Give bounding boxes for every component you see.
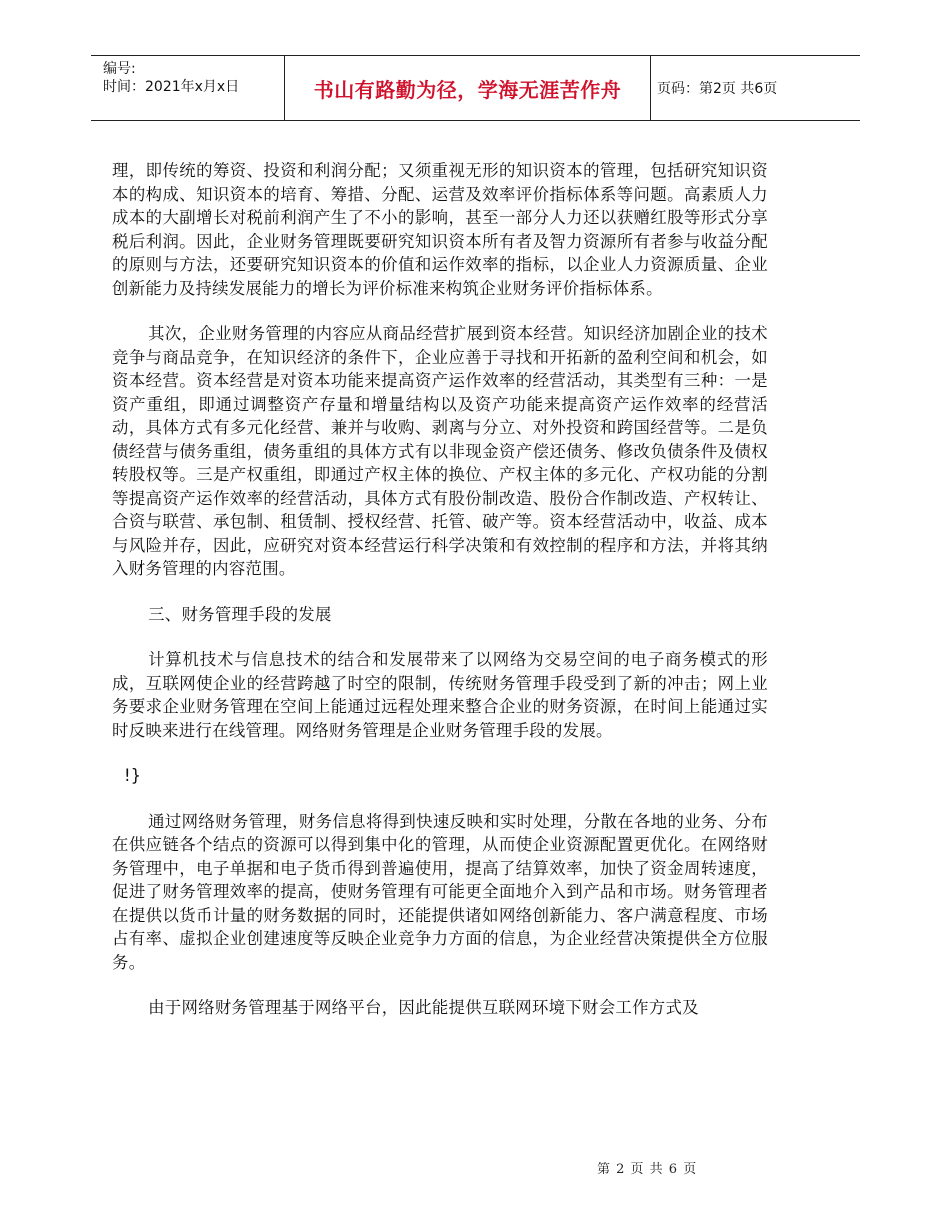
- page-footer: 第 2 页 共 6 页: [597, 1162, 698, 1177]
- stray-mark: !}: [124, 766, 141, 785]
- header-motto: 书山有路勤为径，学海无涯苦作舟: [313, 77, 622, 102]
- document-code-label: 编号:: [103, 61, 136, 77]
- section-heading: 三、财务管理手段的发展: [148, 604, 332, 624]
- document-body: [112, 159, 768, 1020]
- body-paragraph-1: 理，即传统的筹资、投资和利润分配；又须重视无形的知识资本的管理，包括研究知识资本的构成、知识资本的培育、筹措、分配、运营及效率评价指标体系等问题。高素质人力成本的大副增长对税前利润产生了不小的影响，甚至一部分人力还以获赠红股等形式分享税后利润。因此，企业财务管理既要研究知识资本所有者及智力资源所有者参与收益分配的原则与方法，还要研究知识资本的价值和运作效率的指标，以企业人力资源质量、企业创新能力及持续发展能力的增长为评价标准来构筑企业财务评价指标体系。: [112, 161, 768, 298]
- body-paragraph-5: 由于网络财务管理基于网络平台，因此能提供互联网环境下财会工作方式及: [148, 998, 699, 1017]
- body-paragraph-2: 其次，企业财务管理的内容应从商品经营扩展到资本经营。知识经济加剧企业的技术竞争与商品竞争，在知识经济的条件下，企业应善于寻找和开拓新的盈利空间和机会，如资本经营。资本经营是对资本功能来提高资产运作效率的经营活动，其类型有三种：一是资产重组，即通过调整资产存量和增量结构以及资产功能来提高资产运作效率的经营活动，具体方式有多元化经营、兼并与收购、剥离与分立、对外投资和跨国经营等。二是负债经营与债务重组，债务重组的具体方式有以非现金资产偿还债务、修改负债条件及债权转股权等。三是产权重组，即通过产权主体的换位、产权主体的多元化、产权功能的分割等提高资产运作效率的经营活动，具体方式有股份制改造、股份合作制改造、产权转让、合资与联营、承包制、租赁制、授权经营、托管、破产等。资本经营活动中，收益、成本与风险并存，因此，应研究对资本经营运行科学决策和有效控制的程序和方法，并将其纳入财务管理的内容范围。: [112, 324, 768, 578]
- body-paragraph-4: 通过网络财务管理，财务信息将得到快速反映和实时处理，分散在各地的业务、分布在供应链各个结点的资源可以得到集中化的管理，从而使企业资源配置更优化。在网络财务管理中，电子单据和电子货币得到普遍使用，提高了结算效率，加快了资金周转速度，促进了财务管理效率的提高，使财务管理有可能更全面地介入到产品和市场。财务管理者在提供以货币计量的财务数据的同时，还能提供诸如网络创新能力、客户满意程度、市场占有率、虚拟企业创建速度等反映企业竞争力方面的信息，为企业经营决策提供全方位服务。: [112, 811, 768, 972]
- header-page-number: 页码：第2页 共6页: [657, 81, 778, 97]
- body-paragraph-3: 计算机技术与信息技术的结合和发展带来了以网络为交易空间的电子商务模式的形成，互联网使企业的经营跨越了时空的限制，传统财务管理手段受到了新的冲击；网上业务要求企业财务管理在空间上能通过远程处理来整合企业的财务资源，在时间上能通过实时反映来进行在线管理。网络财务管理是企业财务管理手段的发展。: [112, 650, 768, 740]
- page-header: [91, 55, 860, 121]
- document-time-label: 时间：2021年x月x日: [103, 79, 240, 95]
- header-meta: [103, 60, 293, 96]
- header-divider-right: [650, 56, 651, 120]
